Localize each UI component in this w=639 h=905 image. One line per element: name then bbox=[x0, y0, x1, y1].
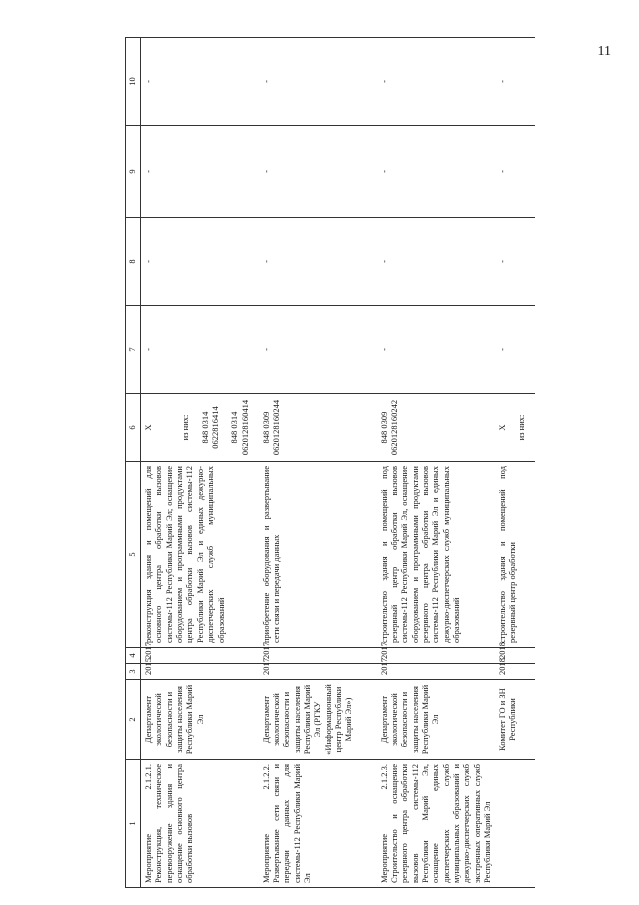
code-line: 848 0309 bbox=[260, 411, 271, 444]
table-row bbox=[377, 38, 495, 888]
start-year-cell: 2018 bbox=[495, 664, 535, 680]
value-cell-9: - bbox=[141, 126, 259, 218]
value-cell-8: - bbox=[377, 218, 495, 306]
value-cell-9: - bbox=[259, 126, 377, 218]
start-year-cell: 2015 bbox=[141, 664, 259, 680]
budget-code-cell bbox=[259, 394, 377, 462]
value-cell-7: - bbox=[259, 306, 377, 394]
budget-code-cell bbox=[377, 394, 495, 462]
directions-cell: реконструкция здания и помещений для основного центра обработки вызовов системы-112 Республики Марий Эл; оснащение оборудованием и программными продуктами центра обработки вызовов системы-112 Республики Марий Эл и единых дежурно-диспетчерских служб муниципальных образований bbox=[141, 462, 259, 648]
value-cell-8: - bbox=[141, 218, 259, 306]
code-line: 848 0309 bbox=[378, 411, 389, 444]
executor-cell: Департамент экологической безопасности и защиты населения Республики Марий Эл (РГКУ «Информационный центр Республики Марий Эл») bbox=[259, 680, 377, 760]
table-row bbox=[495, 38, 535, 888]
col-header-3: 3 bbox=[126, 664, 141, 680]
start-year-cell: 2017 bbox=[377, 664, 495, 680]
value-cell-10: - bbox=[141, 38, 259, 126]
col-header-4: 4 bbox=[126, 648, 141, 664]
header-row bbox=[126, 38, 141, 888]
code-line: из них: bbox=[180, 414, 191, 441]
code-line: X bbox=[143, 424, 153, 431]
directions-cell: строительство здания и помещений под резервный центр обработки вызовов системы-112 Республики Марий Эл, оснащение оборудованием и программными продуктами резервного центра обработки вызовов системы-112 Республики Марий Эл и единых дежурно-диспетчерских служб муниципальных образований bbox=[377, 462, 495, 648]
col-header-9: 9 bbox=[126, 126, 141, 218]
code-line: 848 0314 bbox=[229, 411, 240, 444]
code-line: 848 0314 bbox=[199, 411, 210, 444]
code-line: 0620128160242 bbox=[388, 399, 399, 456]
directions-cell: строительство здания и помещений под резервный центр обработки bbox=[495, 462, 535, 648]
event-cell: Мероприятие 2.1.2.1. Реконструкция, техническое перевооружение здания и оснащение основного центра обработки вызовов bbox=[141, 760, 259, 888]
event-cell: Мероприятие 2.1.2.3. Строительство и оснащение резервного центра обработки вызовов системы-112 Республики Марий Эл, оснащение единых диспетчерских служб муниципальных образований и дежурно-диспетчерских служб экстренных оперативных служб Республики Марий Эл bbox=[377, 760, 495, 888]
executor-cell: Комитет ГО и ЗН Республики bbox=[495, 680, 535, 760]
rotated-table-wrapper bbox=[125, 38, 620, 888]
end-year-cell: 2017 bbox=[259, 648, 377, 664]
col-header-7: 7 bbox=[126, 306, 141, 394]
code-line: из них: bbox=[515, 414, 526, 441]
budget-code-cell bbox=[141, 394, 259, 462]
value-cell-7: - bbox=[495, 306, 535, 394]
executor-cell: Департамент экологической безопасности и защиты населения Республики Марий Эл bbox=[141, 680, 259, 760]
end-year-cell: 2017 bbox=[377, 648, 495, 664]
value-cell-9: - bbox=[495, 126, 535, 218]
value-cell-10: - bbox=[377, 38, 495, 126]
col-header-2: 2 bbox=[126, 680, 141, 760]
col-header-1: 1 bbox=[126, 760, 141, 888]
code-line: X bbox=[496, 424, 507, 431]
value-cell-10: - bbox=[495, 38, 535, 126]
value-cell-8: - bbox=[495, 218, 535, 306]
page-number: 11 bbox=[597, 44, 611, 59]
value-cell-9: - bbox=[377, 126, 495, 218]
table-row bbox=[259, 38, 377, 888]
end-year-cell: 2018 bbox=[495, 648, 535, 664]
value-cell-7: - bbox=[377, 306, 495, 394]
event-cell: Мероприятие 2.1.2.2. Развертывание сети связи и передачи данных для системы-112 Республики Марий Эл bbox=[259, 760, 377, 888]
executor-cell: Департамент экологической безопасности и защиты населения Республики Марий Эл bbox=[377, 680, 495, 760]
value-cell-7: - bbox=[141, 306, 259, 394]
directions-cell: приобретение оборудования и развертывание сети связи и передачи данных bbox=[259, 462, 377, 648]
table-row bbox=[141, 38, 259, 888]
end-year-cell: 2017 bbox=[141, 648, 259, 664]
event-cell bbox=[495, 760, 535, 888]
col-header-5: 5 bbox=[126, 462, 141, 648]
value-cell-8: - bbox=[259, 218, 377, 306]
value-cell-10: - bbox=[259, 38, 377, 126]
code-line: 0620128160414 bbox=[239, 399, 250, 456]
code-line: 0620128160244 bbox=[270, 399, 281, 456]
col-header-6: 6 bbox=[126, 394, 141, 462]
code-line: 0622816414 bbox=[210, 406, 221, 449]
budget-code-cell bbox=[495, 394, 535, 462]
start-year-cell: 2017 bbox=[259, 664, 377, 680]
col-header-8: 8 bbox=[126, 218, 141, 306]
col-header-10: 10 bbox=[126, 38, 141, 126]
measures-table bbox=[125, 37, 535, 888]
